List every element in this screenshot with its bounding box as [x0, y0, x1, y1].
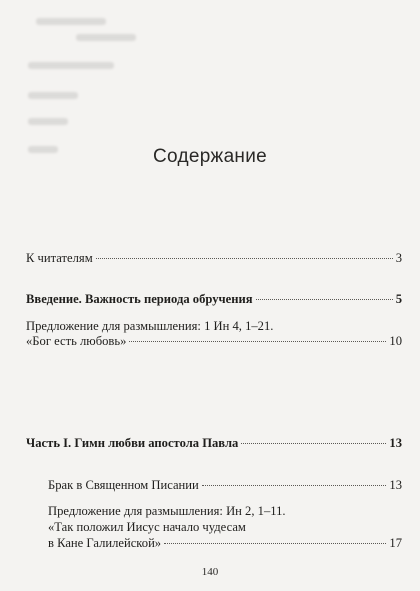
toc-entry-title: «Бог есть любовь» [26, 334, 127, 348]
toc-entry-marriage [48, 478, 402, 493]
toc-page-number: 17 [389, 536, 402, 550]
toc-page-number: 5 [395, 292, 402, 306]
toc-entry-intro [26, 292, 402, 307]
toc-entry-proposal2-line2: «Так положил Иисус начало чудесам [48, 520, 246, 534]
show-through-text [28, 0, 148, 170]
toc-entry-proposal2-line1: Предложение для размышления: Ин 2, 1–11. [48, 504, 286, 518]
toc-entry-title: Часть I. Гимн любви апостола Павла [26, 436, 239, 450]
toc-page-number: 3 [395, 251, 402, 265]
toc-entry-proposal2 [48, 536, 402, 551]
toc-entry-title: К читателям [26, 251, 93, 265]
dot-leader [96, 258, 393, 259]
toc-entry-proposal1 [26, 334, 402, 349]
toc-page-number: 13 [389, 478, 402, 492]
page-number-footer: 140 [201, 566, 219, 578]
dot-leader [241, 443, 386, 444]
toc-entry-title: Брак в Священном Писании [48, 478, 199, 492]
page-title: Содержание [152, 146, 268, 167]
toc-page-number: 10 [389, 334, 402, 348]
toc-entry-part1 [26, 436, 402, 451]
toc-entry-title: Введение. Важность периода обручения [26, 292, 253, 306]
dot-leader [256, 299, 393, 300]
toc-entry-title: в Кане Галилейской» [48, 536, 162, 550]
dot-leader [202, 485, 387, 486]
dot-leader [164, 543, 386, 544]
toc-entry-readers [26, 251, 402, 266]
toc-entry-proposal1-line1: Предложение для размышления: 1 Ин 4, 1–21. [26, 319, 274, 333]
toc-page-number: 13 [389, 436, 402, 450]
dot-leader [129, 341, 386, 342]
